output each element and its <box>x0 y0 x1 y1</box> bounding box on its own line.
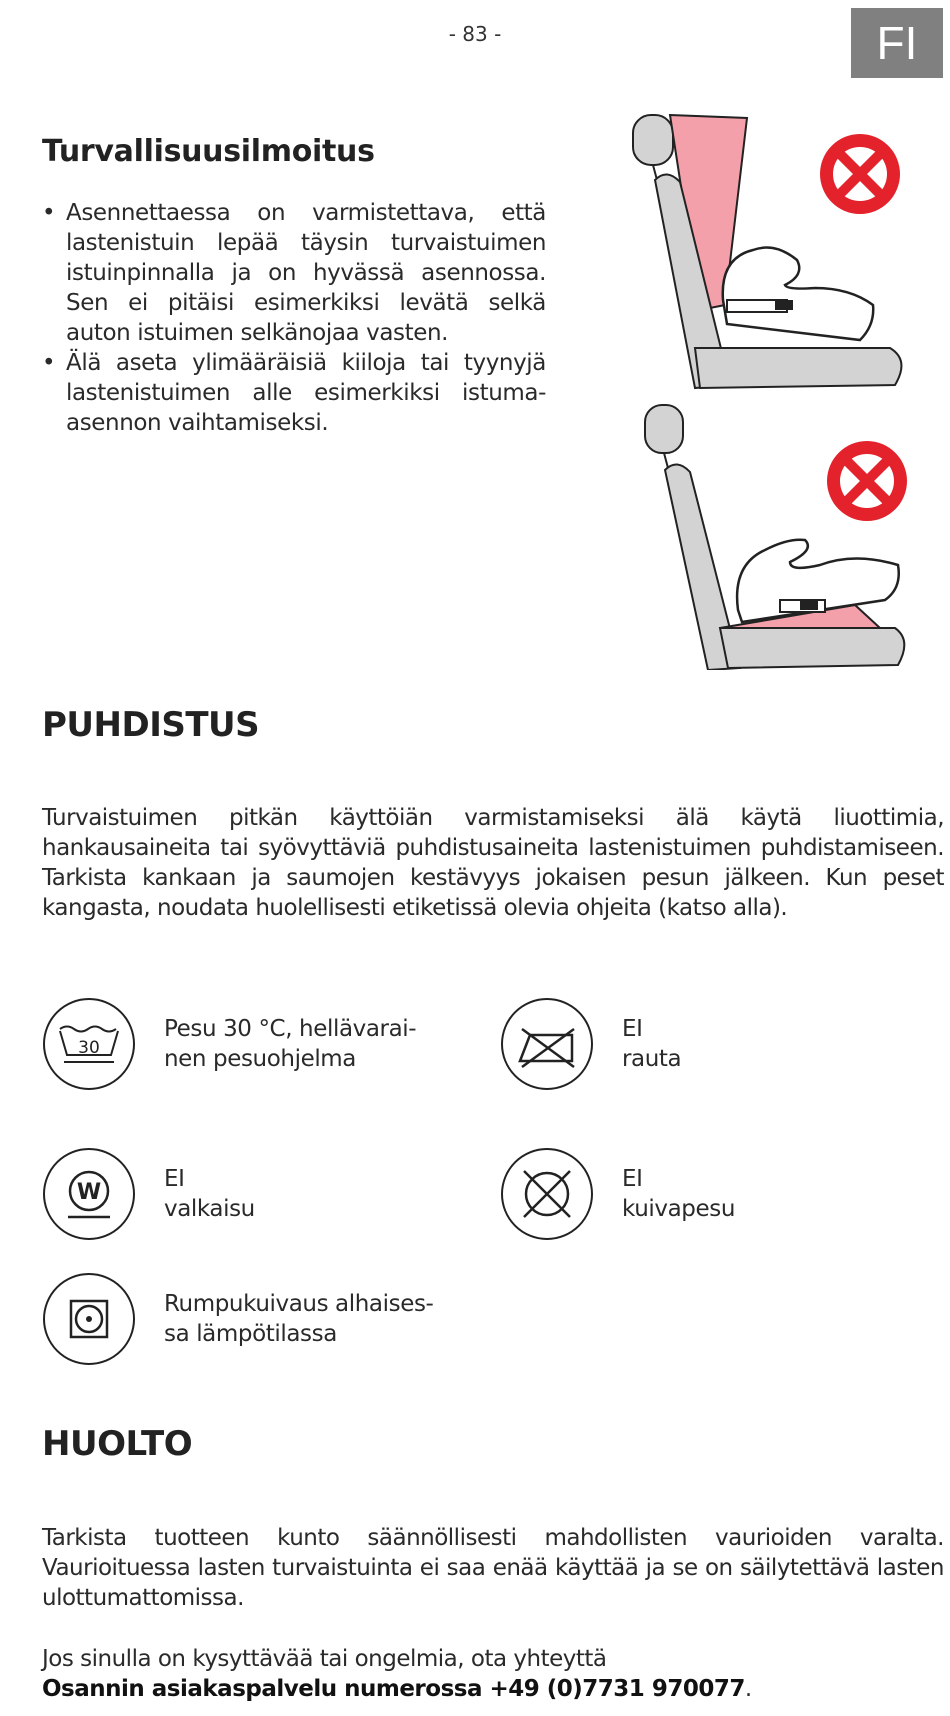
safety-bullet: • Asennettaessa on varmistettava, että lastenistuin lepää täysin turvaistuimen istuinpinnalla ja on hyvässä asennossa. Sen ei pitäisi esimerkiksi levätä selkä auton istuimen selkänojaa vasten. <box>42 198 546 348</box>
headrest <box>633 115 673 165</box>
care-label: EI kuivapesu <box>622 1166 735 1222</box>
language-tab: FI <box>851 8 943 78</box>
no-bleach-icon <box>42 1147 136 1241</box>
safety-notice-title: Turvallisuusilmoitus <box>42 134 375 169</box>
care-label: Rumpukuivaus alhaises- sa lämpötilassa <box>164 1291 434 1347</box>
contact-info: Jos sinulla on kysyttävää tai ongelmia, ota yhteyttä Osannin asiakaspalvelu numerossa +49 (0)7731 970077. <box>42 1646 752 1702</box>
wash-30-gentle-icon <box>42 997 136 1091</box>
safety-bullet-list <box>42 198 546 438</box>
no-iron-icon <box>500 997 594 1091</box>
care-item-no-dry-clean <box>500 1147 735 1241</box>
maintenance-text: Tarkista tuotteen kunto säännöllisesti mahdollisten vaurioiden varalta. Vaurioituessa lasten turvaistuinta ei saa enää käyttää ja se on säilytettävä lasten ulottumattomissa. <box>42 1525 944 1611</box>
care-item-wash <box>42 997 416 1091</box>
prohibited-icon <box>827 441 907 521</box>
tumble-dry-low-icon <box>42 1272 136 1366</box>
customer-service-phone: Osannin asiakaspalvelu numerossa +49 (0)7731 970077 <box>42 1676 745 1702</box>
wash-temperature: 30 <box>78 1038 100 1058</box>
prohibited-icon <box>820 134 900 214</box>
bleach-letter: W <box>76 1180 102 1205</box>
seat-cushion <box>695 348 901 388</box>
maintenance-title: HUOLTO <box>42 1424 193 1464</box>
care-label: Pesu 30 °C, hellävarai- nen pesuohjelma <box>164 1016 417 1072</box>
seat-cushion <box>720 628 904 668</box>
wrong-installation-backrest-illustration <box>625 110 915 390</box>
care-item-tumble-dry <box>42 1272 433 1366</box>
safety-bullet: • Älä aseta ylimääräisiä kiiloja tai tyynyjä lastenistuimen alle esimerkiksi istuma-asennon vaihtamiseksi. <box>42 348 546 438</box>
care-item-no-bleach <box>42 1147 255 1241</box>
care-item-no-iron <box>500 997 681 1091</box>
no-dry-clean-icon <box>500 1147 594 1241</box>
care-label: EI valkaisu <box>164 1166 255 1222</box>
headrest <box>645 405 683 453</box>
cleaning-text: Turvaistuimen pitkän käyttöiän varmistamiseksi älä käytä liuottimia, hankausaineita tai syövyttäviä puhdistusaineita lastenistuimen puhdistamiseen. Tarkista kankaan ja saumojen kestävyys jokaisen pesun jälkeen. Kun peset kangasta, noudata huolellisesti etiketissä olevia ohjeita (katso alla). <box>42 805 944 921</box>
booster-seat <box>723 248 873 340</box>
contact-line: Jos sinulla on kysyttävää tai ongelmia, ota yhteyttä <box>42 1646 607 1672</box>
care-label: EI rauta <box>622 1016 682 1072</box>
wrong-installation-wedge-illustration <box>640 400 915 670</box>
cleaning-title: PUHDISTUS <box>42 705 260 745</box>
page-number: - 83 - <box>448 22 502 46</box>
